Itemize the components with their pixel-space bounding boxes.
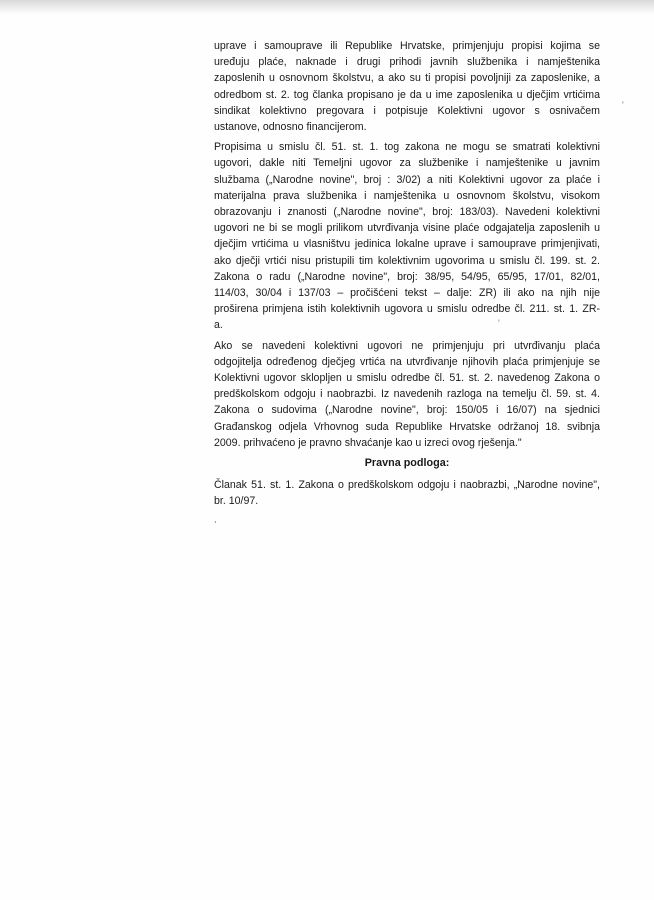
scan-speck: , [214, 514, 217, 524]
legal-basis-paragraph [214, 477, 600, 509]
text-line: br. 10/97. [214, 495, 259, 508]
scan-speck: ' [498, 318, 500, 328]
text-line: uređuju plaće, naknade i drugi prihodi javnih službenika i namještenika [214, 56, 600, 69]
text-line: uprave i samouprave ili Republike Hrvatske, primjenjuju propisi kojima se [214, 40, 600, 52]
text-line: Građanskog odjela Vrhovnog suda Republike Hrvatske održanoj 18. svibnja [214, 420, 600, 433]
text-line: 114/03, 30/04 i 137/03 – pročišćeni tekst – dalje: ZR) ili ako na njih nije [214, 287, 600, 300]
text-line: obrazovanju i znanosti („Narodne novine", broj: 183/03). Navedeni kolektivni [214, 206, 600, 219]
scan-speck: ' [622, 100, 624, 110]
text-line: odgojitelja određenog dječjeg vrtića na utvrđivanje njihovih plaća primjenjuje se [214, 355, 600, 368]
paragraph-2 [214, 139, 600, 333]
text-line: 2009. prihvaćeno je pravno shvaćanje kao u izreci ovog rješenja." [214, 436, 522, 449]
text-line: dječjim vrtićima u vlasništvu jedinica lokalne uprave i samouprave primjenjivati, [214, 238, 600, 251]
text-line: materijalna prava službenika i namještenika u osnovnom školstvu, visokom [214, 189, 600, 202]
text-line: Zakona o sudovima („Narodne novine", broj: 150/05 i 16/07) na sjednici [214, 404, 600, 417]
scan-edge-shadow [0, 0, 654, 14]
text-line: predškolskom odgoju i naobrazbi. Iz navedenih razloga na temelju čl. 59. st. 4. [214, 388, 600, 401]
document-body [214, 38, 600, 514]
text-line: proširena primjena istih kolektivnih ugovora u smislu odredbe čl. 211. st. 1. ZR- [214, 303, 600, 316]
text-line: službama („Narodne novine", broj : 3/02) a niti Kolektivni ugovor za plaće i [214, 173, 600, 186]
paragraph-3 [214, 338, 600, 451]
text-line: a. [214, 319, 223, 332]
text-line: zaposlenih u osnovnom školstvu, a ako su ti propisi povoljniji za zaposlenike, a [214, 72, 600, 85]
text-line: Kolektivni ugovor sklopljen u smislu odredbe čl. 51. st. 2. navedenog Zakona o [214, 372, 600, 385]
text-line: ako dječji vrtići nisu pristupili tim kolektivnim ugovorima u smislu čl. 199. st. 2. [214, 254, 600, 267]
text-line: Članak 51. st. 1. Zakona o predškolskom odgoju i naobrazbi, „Narodne novine", [214, 479, 600, 492]
text-line: Zakona o radu („Narodne novine", broj: 38/95, 54/95, 65/95, 17/01, 82/01, [214, 270, 600, 283]
text-line: ustanove, odnosno financijerom. [214, 121, 367, 134]
section-heading: Pravna podloga: [364, 457, 450, 470]
paragraph-1 [214, 38, 600, 135]
text-line: ugovori, dakle niti Temeljni ugovor za službenike i namještenike u javnim [214, 157, 600, 170]
text-line: Ako se navedeni kolektivni ugovori ne primjenjuju pri utvrđivanju plaća [214, 339, 600, 352]
text-line: Propisima u smislu čl. 51. st. 1. tog zakona ne mogu se smatrati kolektivni [214, 141, 600, 154]
text-line: ugovori ne bi se mogli prilikom utvrđivanja visine plaće odgajatelja zaposlenih u [214, 222, 600, 235]
text-line: sindikat kolektivno pregovara i potpisuje Kolektivni ugovor s osnivačem [214, 104, 600, 117]
text-line: odredbom st. 2. tog članka propisano je da u ime zaposlenika u dječjim vrtićima [214, 88, 600, 101]
